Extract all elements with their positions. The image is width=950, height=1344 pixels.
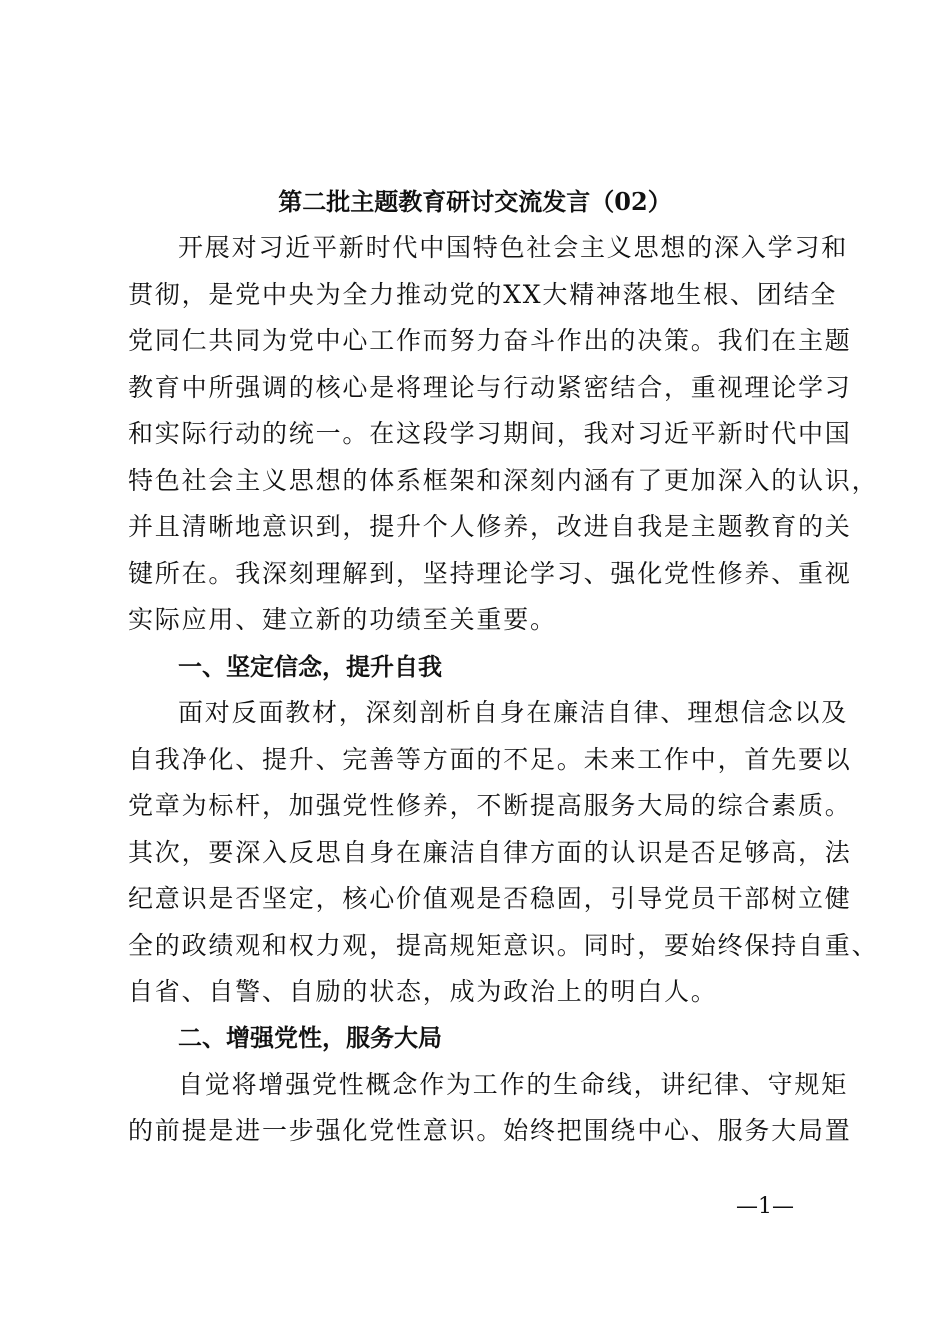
intro-line-6: 特色社会主义思想的体系框架和深刻内涵有了更加深入的认识，	[128, 466, 879, 495]
page-number: —1—	[736, 1194, 794, 1219]
section1-line-3: 党章为标杆，加强党性修养，不断提高服务大局的综合素质。	[128, 791, 852, 820]
section-heading-1: 一、坚定信念，提升自我	[178, 653, 442, 681]
section2-line-1: 自觉将增强党性概念作为工作的生命线，讲纪律、守规矩	[178, 1070, 849, 1099]
section1-line-4: 其次，要深入反思自身在廉洁自律方面的认识是否足够高，法	[128, 838, 852, 867]
intro-line-7: 并且清晰地意识到，提升个人修养，改进自我是主题教育的关	[128, 512, 852, 541]
section2-line-2: 的前提是进一步强化党性意识。始终把围绕中心、服务大局置	[128, 1116, 852, 1145]
intro-line-3: 党同仁共同为党中心工作而努力奋斗作出的决策。我们在主题	[128, 326, 852, 355]
intro-line-1: 开展对习近平新时代中国特色社会主义思想的深入学习和	[178, 233, 849, 262]
section1-line-5: 纪意识是否坚定，核心价值观是否稳固，引导党员干部树立健	[128, 884, 852, 913]
intro-line-5: 和实际行动的统一。在这段学习期间，我对习近平新时代中国	[128, 419, 852, 448]
section1-line-1: 面对反面教材，深刻剖析自身在廉洁自律、理想信念以及	[178, 698, 849, 727]
section-heading-2: 二、增强党性，服务大局	[178, 1024, 442, 1052]
section1-line-6: 全的政绩观和权力观，提高规矩意识。同时，要始终保持自重、	[128, 931, 879, 960]
section1-line-7: 自省、自警、自励的状态，成为政治上的明白人。	[128, 977, 718, 1006]
intro-line-9: 实际应用、建立新的功绩至关重要。	[128, 605, 557, 634]
document-title: 第二批主题教育研讨交流发言（02）	[278, 187, 672, 216]
intro-line-8: 键所在。我深刻理解到，坚持理论学习、强化党性修养、重视	[128, 559, 852, 588]
intro-line-4: 教育中所强调的核心是将理论与行动紧密结合，重视理论学习	[128, 373, 852, 402]
intro-line-2: 贯彻，是党中央为全力推动党的XX大精神落地生根、团结全	[128, 280, 838, 309]
section1-line-2: 自我净化、提升、完善等方面的不足。未来工作中，首先要以	[128, 745, 852, 774]
